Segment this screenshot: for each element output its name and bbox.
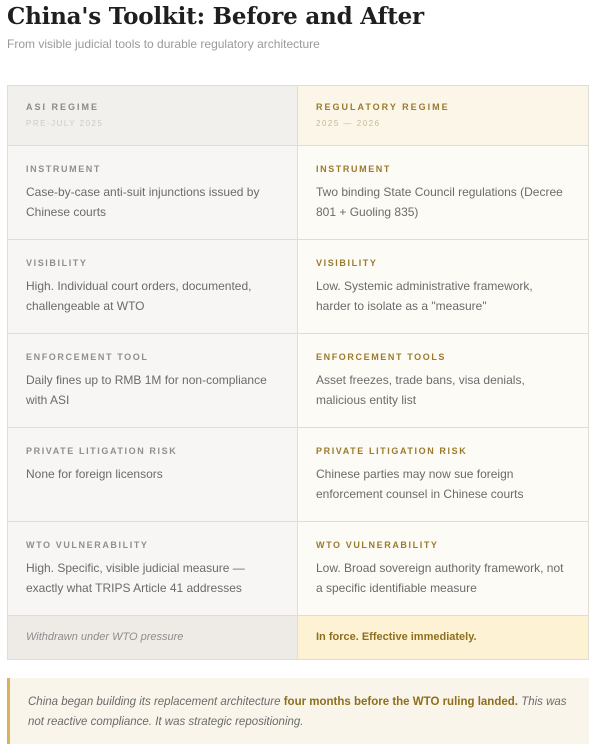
- table-row: [8, 428, 588, 522]
- table-cell: [298, 334, 588, 427]
- regulatory-status-text: In force. Effective immediately.: [316, 631, 477, 643]
- cell-value: Chinese parties may now sue foreign enforcement counsel in Chinese courts: [316, 467, 524, 501]
- footer-cell-regulatory-status: [298, 616, 588, 659]
- callout-note: [7, 678, 589, 744]
- table-cell: [298, 240, 588, 333]
- cell-label: WTO VULNERABILITY: [26, 540, 149, 550]
- cell-value: Daily fines up to RMB 1M for non-compliance with ASI: [26, 373, 267, 407]
- cell-label: WTO VULNERABILITY: [316, 540, 439, 550]
- cell-label: VISIBILITY: [26, 258, 88, 268]
- cell-label: INSTRUMENT: [316, 164, 391, 174]
- cell-label: INSTRUMENT: [26, 164, 101, 174]
- table-row: [8, 334, 588, 428]
- table-cell: [8, 428, 298, 521]
- column-label-regulatory-regime: REGULATORY REGIME: [316, 102, 450, 112]
- header-cell-asi-regime: [8, 86, 298, 145]
- callout-text-lead: China began building its replacement architecture: [28, 696, 281, 708]
- asi-status-text: Withdrawn under WTO pressure: [26, 631, 184, 643]
- table-header-row: [8, 86, 588, 146]
- table-cell: [8, 240, 298, 333]
- cell-value: Case-by-case anti-suit injunctions issued by Chinese courts: [26, 185, 260, 219]
- cell-value: None for foreign licensors: [26, 467, 163, 481]
- table-cell: [8, 146, 298, 239]
- cell-value: Low. Broad sovereign authority framework, not a specific identifiable measure: [316, 561, 564, 595]
- table-row: [8, 146, 588, 240]
- table-cell: [8, 334, 298, 427]
- column-period-regulatory-regime: 2025 — 2026: [316, 119, 381, 128]
- comparison-table: [7, 85, 589, 660]
- cell-label: PRIVATE LITIGATION RISK: [316, 446, 468, 456]
- column-label-asi-regime: ASI REGIME: [26, 102, 100, 112]
- cell-label: PRIVATE LITIGATION RISK: [26, 446, 178, 456]
- cell-value: Low. Systemic administrative framework, harder to isolate as a "measure": [316, 279, 533, 313]
- cell-value: High. Specific, visible judicial measure — exactly what TRIPS Article 41 addresses: [26, 561, 245, 595]
- table-cell: [298, 428, 588, 521]
- table-footer-row: [8, 616, 588, 659]
- table-row: [8, 240, 588, 334]
- footer-cell-asi-status: [8, 616, 298, 659]
- header-cell-regulatory-regime: [298, 86, 588, 145]
- page-title: China's Toolkit: Before and After: [7, 3, 424, 30]
- callout-text-conclusion: This was not reactive compliance. It was strategic repositioning.: [28, 696, 567, 728]
- column-period-asi-regime: PRE-JULY 2025: [26, 119, 104, 128]
- table-cell: [298, 146, 588, 239]
- cell-value: Asset freezes, trade bans, visa denials, malicious entity list: [316, 373, 525, 407]
- callout-text-highlight: four months before the WTO ruling landed.: [283, 696, 518, 708]
- table-cell: [8, 522, 298, 615]
- cell-label: ENFORCEMENT TOOLS: [316, 352, 447, 362]
- table-row: [8, 522, 588, 616]
- cell-label: ENFORCEMENT TOOL: [26, 352, 149, 362]
- cell-value: Two binding State Council regulations (Decree 801 + Guoling 835): [316, 185, 563, 219]
- page-subtitle: From visible judicial tools to durable regulatory architecture: [7, 37, 320, 51]
- cell-value: High. Individual court orders, documented, challengeable at WTO: [26, 279, 252, 313]
- table-cell: [298, 522, 588, 615]
- cell-label: VISIBILITY: [316, 258, 378, 268]
